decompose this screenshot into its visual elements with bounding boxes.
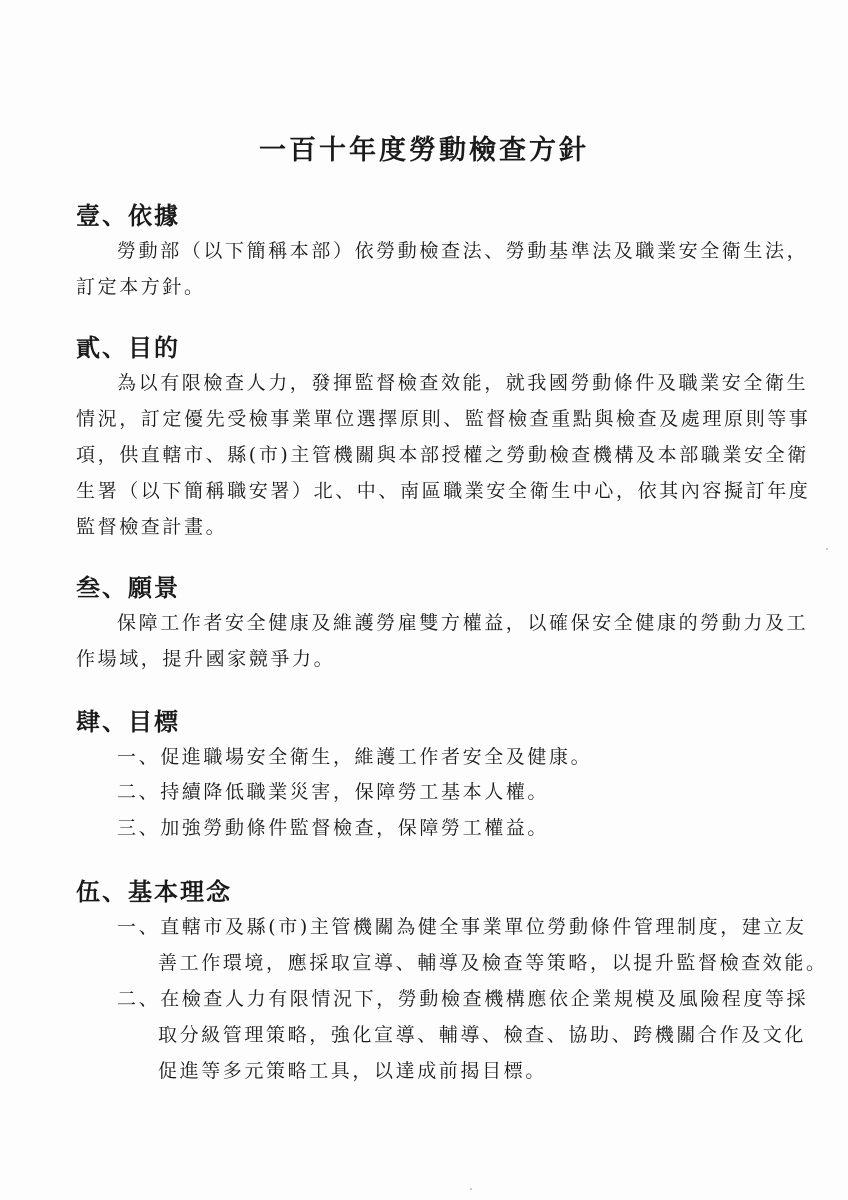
list-item: 三、加強勞動條件監督檢查，保障勞工權益。 (117, 817, 550, 839)
list-item: 一、促進職場安全衛生，維護工作者安全及健康。 (117, 746, 593, 768)
paragraph-line: 保障工作者安全健康及維護勞雇雙方權益，以確保安全健康的勞動力及工 (117, 612, 809, 634)
paragraph-line: 情況，訂定優先受檢事業單位選擇原則、監督檢查重點與檢查及處理原則等事 (76, 408, 811, 430)
paragraph-line: 為以有限檢查人力，發揮監督檢查效能，就我國勞動條件及職業安全衛生 (117, 372, 809, 394)
paragraph-line: 監督檢查計畫。 (76, 516, 228, 538)
section-heading-purpose: 貳、目的 (76, 333, 180, 362)
paragraph-line: 訂定本方針。 (76, 276, 206, 298)
list-item: 二、持續降低職業災害，保障勞工基本人權。 (117, 781, 550, 803)
list-item: 二、在檢查人力有限情況下，勞動檢查機構應依企業規模及風險程度等採 (117, 988, 809, 1010)
section-heading-principles: 伍、基本理念 (76, 877, 232, 906)
list-item: 一、直轄市及縣(市)主管機關為健全事業單位勞動條件管理制度，建立友 (117, 916, 807, 938)
scan-speck (470, 1188, 472, 1190)
section-heading-vision: 叁、願景 (76, 573, 180, 602)
paragraph-line: 項，供直轄市、縣(市)主管機關與本部授權之勞動檢查機構及本部職業安全衛 (76, 444, 809, 466)
section-heading-goals: 肆、目標 (76, 707, 180, 736)
paragraph-line: 生署（以下簡稱職安署）北、中、南區職業安全衛生中心，依其內容擬訂年度 (76, 480, 811, 502)
scan-speck (826, 548, 828, 550)
list-item-continuation: 善工作環境，應採取宣導、輔導及檢查等策略，以提升監督檢查效能。 (158, 952, 828, 974)
list-item-continuation: 取分級管理策略，強化宣導、輔導、檢查、協助、跨機關合作及文化 (158, 1024, 807, 1046)
document-title: 一百十年度勞動檢查方針 (259, 135, 589, 166)
list-item-continuation: 促進等多元策略工具，以達成前揭目標。 (158, 1060, 547, 1082)
paragraph-line: 勞動部（以下簡稱本部）依勞動檢查法、勞動基準法及職業安全衛生法， (117, 240, 809, 262)
section-heading-basis: 壹、依據 (76, 201, 180, 230)
paragraph-line: 作場域，提升國家競爭力。 (76, 648, 336, 670)
